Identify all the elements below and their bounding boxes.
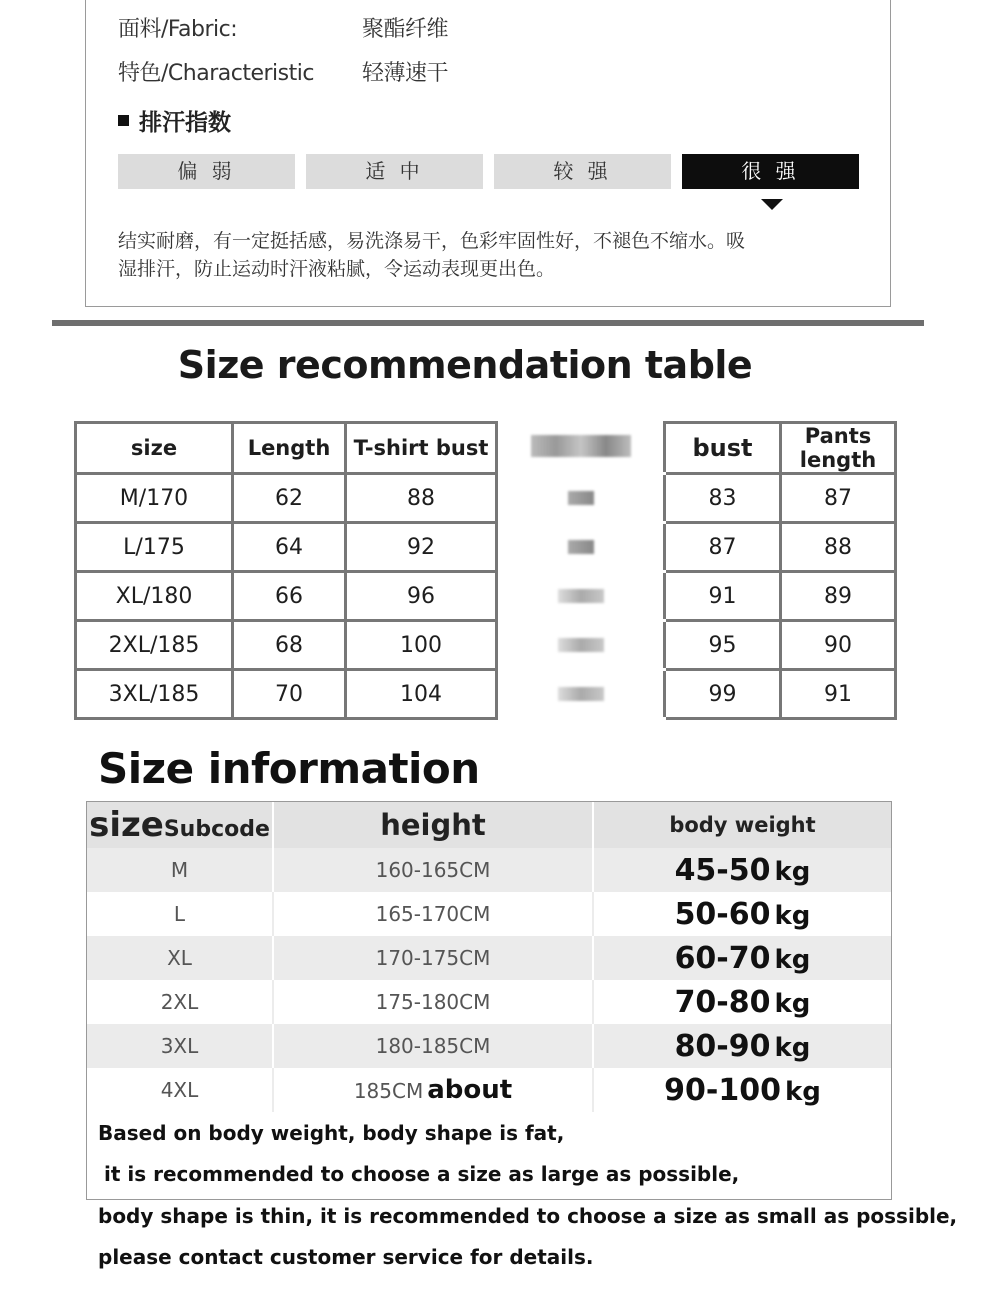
table-row — [87, 892, 891, 936]
description-line: 湿排汗，防止运动时汗液粘腻，令运动表现更出色。 — [118, 258, 556, 280]
table-row — [87, 980, 891, 1024]
sizing-note-line: Based on body weight, body shape is fat, — [98, 1121, 565, 1145]
cell-height — [273, 1068, 593, 1112]
sweat-index-title: 排汗指数 — [139, 110, 231, 136]
cell-size: 2XL — [87, 980, 273, 1024]
cell-bust: 87 — [665, 523, 781, 572]
weight-value — [675, 853, 811, 888]
cell-weight — [593, 848, 891, 892]
height-value: 185CM — [353, 1079, 424, 1103]
cell-size: 3XL — [87, 1024, 273, 1068]
weight-unit: kg — [774, 988, 811, 1019]
weight-range: 45-50 — [674, 852, 771, 888]
size-information-title: Size information — [98, 744, 480, 793]
header-pants-length: Pants length — [781, 423, 896, 474]
cell-obscured — [497, 474, 665, 523]
info-header-row — [87, 802, 891, 848]
sweat-index-heading — [118, 104, 231, 137]
cell-length: 66 — [233, 572, 346, 621]
cell-size: 2XL/185 — [76, 621, 233, 670]
cell-pants-length: 89 — [781, 572, 896, 621]
blurred-text — [568, 540, 594, 554]
cell-tshirt-bust: 88 — [346, 474, 497, 523]
blurred-text — [568, 491, 594, 505]
blurred-text — [558, 589, 604, 603]
cell-size: XL/180 — [76, 572, 233, 621]
cell-pants-length: 87 — [781, 474, 896, 523]
sizing-note-line: it is recommended to choose a size as large as possible, — [104, 1162, 740, 1186]
fabric-description — [118, 227, 858, 283]
cell-size: M — [87, 848, 273, 892]
size-recommendation-table — [74, 421, 897, 720]
cell-bust: 95 — [665, 621, 781, 670]
cell-size: 4XL — [87, 1068, 273, 1112]
cell-pants-length: 91 — [781, 670, 896, 719]
size-information-table — [87, 802, 891, 1112]
weight-value — [675, 941, 811, 976]
weight-value — [675, 985, 811, 1020]
table-row — [87, 1024, 891, 1068]
cell-weight — [593, 1024, 891, 1068]
fabric-row — [118, 12, 448, 43]
cell-pants-length: 90 — [781, 621, 896, 670]
blurred-text — [558, 638, 604, 652]
header-body-weight: body weight — [593, 802, 891, 848]
sizing-note-line: body shape is thin, it is recommended to choose a size as small as possible, — [98, 1204, 958, 1228]
header-tshirt-bust: T-shirt bust — [346, 423, 497, 474]
size-recommendation-title: Size recommendation table — [177, 343, 753, 387]
table-row — [87, 1068, 891, 1112]
cell-obscured — [497, 523, 665, 572]
blurred-text — [531, 435, 631, 457]
cell-length: 64 — [233, 523, 346, 572]
weight-value — [675, 1029, 811, 1064]
header-size: size — [76, 423, 233, 474]
table-row — [76, 474, 896, 523]
cell-size: XL — [87, 936, 273, 980]
header-size-label: size — [89, 805, 164, 845]
sizing-note-line: please contact customer service for details. — [98, 1245, 594, 1269]
section-divider — [52, 320, 924, 326]
weight-range: 50-60 — [674, 896, 771, 932]
cell-tshirt-bust: 104 — [346, 670, 497, 719]
fabric-info-panel — [85, 0, 891, 307]
weight-range: 80-90 — [674, 1028, 771, 1064]
height-suffix: about — [427, 1075, 513, 1105]
weight-unit: kg — [774, 944, 811, 975]
description-line: 结实耐磨，有一定挺括感，易洗涤易干，色彩牢固性好，不褪色不缩水。吸 — [118, 230, 746, 252]
table-row — [76, 621, 896, 670]
characteristic-row — [118, 56, 448, 87]
weight-value — [675, 897, 811, 932]
table-row — [76, 523, 896, 572]
cell-size: L/175 — [76, 523, 233, 572]
cell-height: 160-165CM — [273, 848, 593, 892]
sweat-level-scale — [118, 154, 858, 189]
cell-weight — [593, 936, 891, 980]
cell-height: 180-185CM — [273, 1024, 593, 1068]
header-length: Length — [233, 423, 346, 474]
cell-height: 175-180CM — [273, 980, 593, 1024]
weight-value — [664, 1073, 821, 1108]
header-obscured — [497, 423, 665, 474]
sweat-level-medium: 适 中 — [306, 154, 483, 189]
cell-tshirt-bust: 100 — [346, 621, 497, 670]
cell-weight — [593, 892, 891, 936]
cell-obscured — [497, 670, 665, 719]
cell-pants-length: 88 — [781, 523, 896, 572]
cell-height: 170-175CM — [273, 936, 593, 980]
blurred-text — [558, 687, 604, 701]
cell-obscured — [497, 621, 665, 670]
sweat-level-very-strong: 很 强 — [682, 154, 859, 189]
weight-range: 70-80 — [674, 984, 771, 1020]
cell-height: 165-170CM — [273, 892, 593, 936]
cell-length: 62 — [233, 474, 346, 523]
selected-level-arrow-icon — [761, 199, 783, 210]
cell-size: 3XL/185 — [76, 670, 233, 719]
fabric-value: 聚酯纤维 — [362, 17, 449, 42]
cell-bust: 99 — [665, 670, 781, 719]
characteristic-value: 轻薄速干 — [362, 61, 449, 86]
weight-unit: kg — [774, 900, 811, 931]
header-size-subcode — [87, 802, 273, 848]
header-bust: bust — [665, 423, 781, 474]
weight-range: 60-70 — [674, 940, 771, 976]
weight-unit: kg — [784, 1076, 821, 1107]
weight-range: 90-100 — [664, 1072, 781, 1108]
cell-bust: 83 — [665, 474, 781, 523]
header-subcode-label: Subcode — [163, 817, 270, 842]
table-row — [87, 848, 891, 892]
square-bullet-icon — [118, 115, 129, 126]
cell-weight — [593, 980, 891, 1024]
cell-obscured — [497, 572, 665, 621]
cell-size: L — [87, 892, 273, 936]
sweat-level-weak: 偏 弱 — [118, 154, 295, 189]
characteristic-label: 特色/Characteristic — [118, 61, 314, 86]
cell-size: M/170 — [76, 474, 233, 523]
cell-length: 70 — [233, 670, 346, 719]
table-row — [87, 936, 891, 980]
cell-weight — [593, 1068, 891, 1112]
table-row — [76, 670, 896, 719]
weight-unit: kg — [774, 856, 811, 887]
table-row — [76, 572, 896, 621]
cell-tshirt-bust: 92 — [346, 523, 497, 572]
fabric-label: 面料/Fabric: — [118, 17, 238, 42]
cell-tshirt-bust: 96 — [346, 572, 497, 621]
table-header-row — [76, 423, 896, 474]
weight-unit: kg — [774, 1032, 811, 1063]
sweat-level-strong: 较 强 — [494, 154, 671, 189]
cell-length: 68 — [233, 621, 346, 670]
header-height: height — [273, 802, 593, 848]
cell-bust: 91 — [665, 572, 781, 621]
